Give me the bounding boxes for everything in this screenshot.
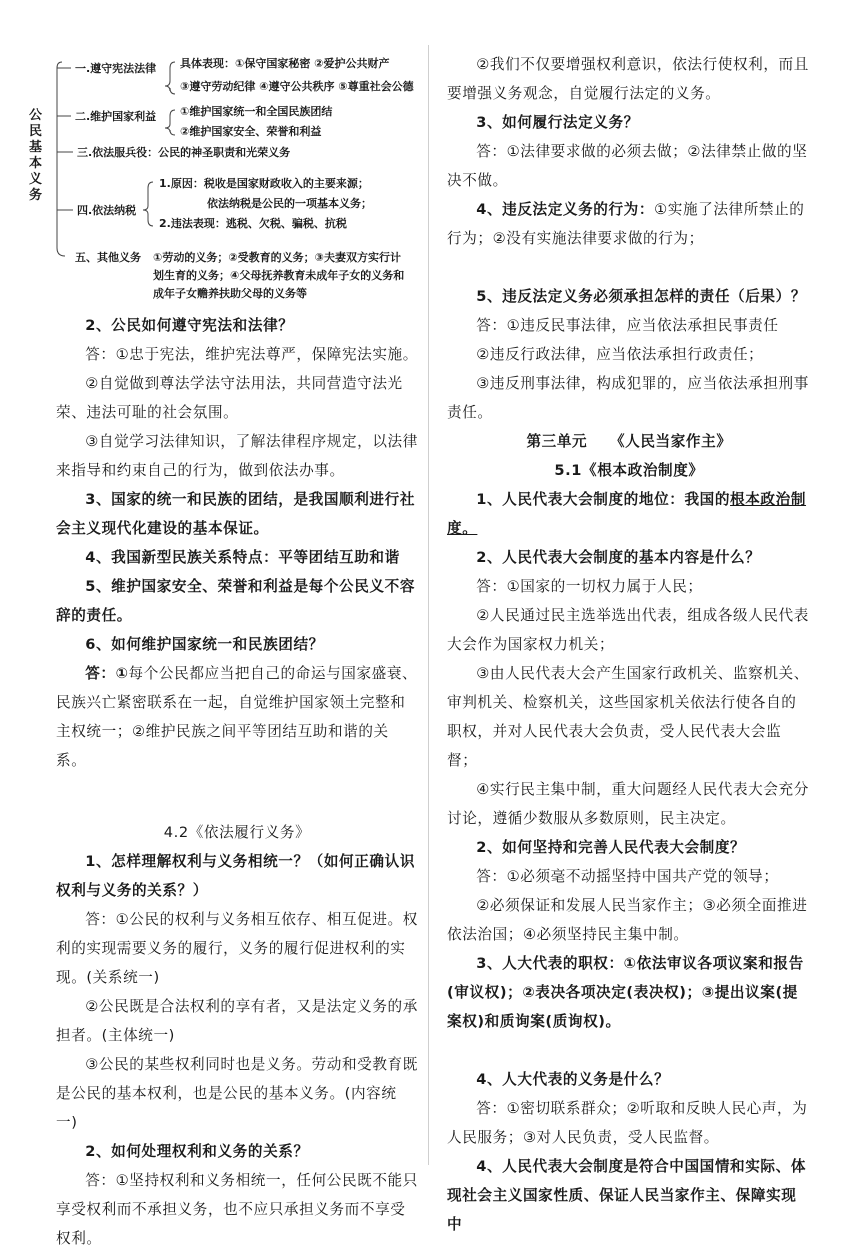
mind-map-branch-2-line-2: ②维护国家安全、荣誉和利益 bbox=[180, 125, 322, 138]
unit-point-1-underlined: 根本政治制度。 bbox=[447, 491, 807, 537]
section-4-2-answer-1: 答：①公民的权利与义务相互依存、相互促进。权利的实现需要义务的履行，义务的履行促进权利的实现。(关系统一) bbox=[56, 911, 418, 986]
unit-question-2-answer-4: ④实行民主集中制，重大问题经人民代表大会充分讨论，遵循少数服从多数原则，民主决定。 bbox=[447, 781, 809, 827]
unit-question-2: 2、人民代表大会制度的基本内容是什么？ bbox=[476, 549, 761, 566]
mind-map-branch-4: 四.依法纳税 bbox=[77, 204, 137, 217]
unit-point-deputy-powers: 3、人大代表的职权：①依法审议各项议案和报告(审议权)；②表决各项决定(表决权)；③提出议案(提案权)和质询案(质询权)。 bbox=[447, 955, 804, 1030]
unit-question-deputy-duties-answer: 答：①密切联系群众；②听取和反映人民心声，为人民服务；③对人民负责，受人民监督。 bbox=[447, 1100, 808, 1146]
unit-question-2-answer-1: 答：①国家的一切权力属于人民； bbox=[476, 578, 703, 595]
mind-map-root: 公民基本义务 bbox=[29, 108, 43, 203]
mind-map-branch-3: 三.依法服兵役：公民的神圣职责和光荣义务 bbox=[77, 146, 291, 159]
section-4-2-question-1: 1、怎样理解权利与义务相统一？（如何正确认识权利与义务的关系？） bbox=[56, 853, 416, 899]
mind-map-branch-5-line-3: 成年子女赡养扶助父母的义务等 bbox=[153, 287, 307, 300]
mind-map-branch-4-line-1: 1.原因：税收是国家财政收入的主要来源； bbox=[159, 177, 369, 190]
mind-map-branch-2: 二.维护国家利益 bbox=[75, 110, 157, 123]
question-5-answer-3: ③违反刑事法律，构成犯罪的，应当依法承担刑事责任。 bbox=[447, 375, 809, 421]
mind-map-branch-1-line-2: ③遵守劳动纪律 ④遵守公共秩序 ⑤尊重社会公德 bbox=[180, 80, 414, 93]
section-4-2-question-2: 2、如何处理权利和义务的关系？ bbox=[85, 1143, 309, 1160]
mind-map-branch-4-line-3: 2.违法表现：逃税、欠税、骗税、抗税 bbox=[159, 217, 347, 230]
unit-title: 第三单元 《人民当家作主》 bbox=[526, 433, 732, 450]
right-column bbox=[447, 50, 811, 1239]
section-4-2-answer-3: ③公民的某些权利同时也是义务。劳动和受教育既是公民的基本权利，也是公民的基本义务。(内容统一) bbox=[56, 1056, 418, 1131]
section-4-2-question-2-answer-1: 答：①坚持权利和义务相统一，任何公民既不能只享受权利而不承担义务，也不应只承担义务而不享受权利。 bbox=[56, 1172, 418, 1247]
question-2-heading: 2、公民如何遵守宪法和法律？ bbox=[85, 317, 294, 334]
unit-question-3: 2、如何坚持和完善人民代表大会制度？ bbox=[476, 839, 746, 856]
question-2-answer-continued: ②我们不仅要增强权利意识，依法行使权利，而且要增强义务观念，自觉履行法定的义务。 bbox=[447, 56, 809, 102]
mind-map-branch-4-line-2: 依法纳税是公民的一项基本义务； bbox=[207, 197, 372, 210]
point-4: 4、我国新型民族关系特点：平等团结互助和谐 bbox=[85, 549, 400, 566]
question-2-answer-3: ③自觉学习法律知识，了解法律程序规定，以法律来指导和约束自己的行为，做到依法办事。 bbox=[56, 433, 418, 479]
question-5-heading: 5、违反法定义务必须承担怎样的责任（后果）？ bbox=[476, 288, 807, 305]
question-3-answer: 答：①法律要求做的必须去做；②法律禁止做的坚决不做。 bbox=[447, 143, 808, 189]
section-title-4-2: 4.2《依法履行义务》 bbox=[163, 824, 311, 841]
point-5: 5、维护国家安全、荣誉和利益是每个公民义不容辞的责任。 bbox=[56, 578, 416, 624]
unit-point-system-nature: 4、人民代表大会制度是符合中国国情和实际、体现社会主义国家性质、保证人民当家作主、保障实现中 bbox=[447, 1158, 807, 1233]
left-column bbox=[56, 311, 418, 1253]
point-4-violations-text: ①实施了法律所禁止的行为；②没有实施法律要求做的行为； bbox=[447, 201, 805, 247]
question-5-answer-2: ②违反行政法律，应当依法承担行政责任； bbox=[476, 346, 764, 363]
point-4-violations bbox=[447, 195, 811, 253]
unit-question-2-answer-2: ②人民通过民主选举选出代表，组成各级人民代表大会作为国家权力机关； bbox=[447, 607, 809, 653]
question-6-answer-prefix: 答：① bbox=[85, 665, 129, 682]
question-6-answer-body: 每个公民都应当把自己的命运与国家盛衰、民族兴亡紧密联系在一起，自觉维护国家领土完整和主权统一；②维护民族之间平等团结互助和谐的关系。 bbox=[56, 665, 418, 769]
question-3-heading: 3、如何履行法定义务？ bbox=[476, 114, 639, 131]
question-2-answer-2: ②自觉做到尊法学法守法用法，共同营造守法光荣、违法可耻的社会氛围。 bbox=[56, 375, 403, 421]
mind-map-branch-5-line-1: ①劳动的义务；②受教育的义务；③夫妻双方实行计 bbox=[153, 251, 401, 264]
mind-map-branch-2-line-1: ①维护国家统一和全国民族团结 bbox=[180, 105, 333, 118]
question-6-answer bbox=[56, 659, 418, 775]
point-4-violations-label: 4、违反法定义务的行为： bbox=[476, 201, 655, 218]
point-3: 3、国家的统一和民族的团结，是我国顺利进行社会主义现代化建设的基本保证。 bbox=[56, 491, 416, 537]
unit-question-2-answer-3: ③由人民代表大会产生国家行政机关、监察机关、审判机关、检察机关，这些国家机关依法行使各自的职权，并对人民代表大会负责，受人民代表大会监督； bbox=[447, 665, 809, 769]
mind-map-branch-5: 五、其他义务 bbox=[75, 251, 141, 264]
unit-question-3-answer-1: 答：①必须毫不动摇坚持中国共产党的领导； bbox=[476, 868, 779, 885]
mind-map-branch-1: 一.遵守宪法法律 bbox=[75, 62, 157, 75]
question-5-answer-1: 答：①违反民事法律，应当依法承担民事责任 bbox=[476, 317, 779, 334]
unit-question-deputy-duties: 4、人大代表的义务是什么？ bbox=[476, 1071, 670, 1088]
question-6-heading: 6、如何维护国家统一和民族团结？ bbox=[85, 636, 324, 653]
unit-point-1 bbox=[447, 485, 811, 543]
section-4-2-answer-2: ②公民既是合法权利的享有者，又是法定义务的承担者。(主体统一) bbox=[56, 998, 418, 1044]
section-title-5-1: 5.1《根本政治制度》 bbox=[554, 462, 704, 479]
unit-point-1-text: 1、人民代表大会制度的地位：我国的 bbox=[476, 491, 731, 508]
mind-map-branch-1-line-1: 具体表现：①保守国家秘密 ②爱护公共财产 bbox=[180, 57, 390, 70]
unit-question-3-answer-2: ②必须保证和发展人民当家作主；③必须全面推进依法治国；④必须坚持民主集中制。 bbox=[447, 897, 808, 943]
mind-map bbox=[25, 48, 435, 308]
mind-map-branch-5-line-2: 划生育的义务；④父母抚养教育未成年子女的义务和 bbox=[153, 269, 405, 282]
question-2-answer-1: 答：①忠于宪法，维护宪法尊严，保障宪法实施。 bbox=[85, 346, 418, 363]
